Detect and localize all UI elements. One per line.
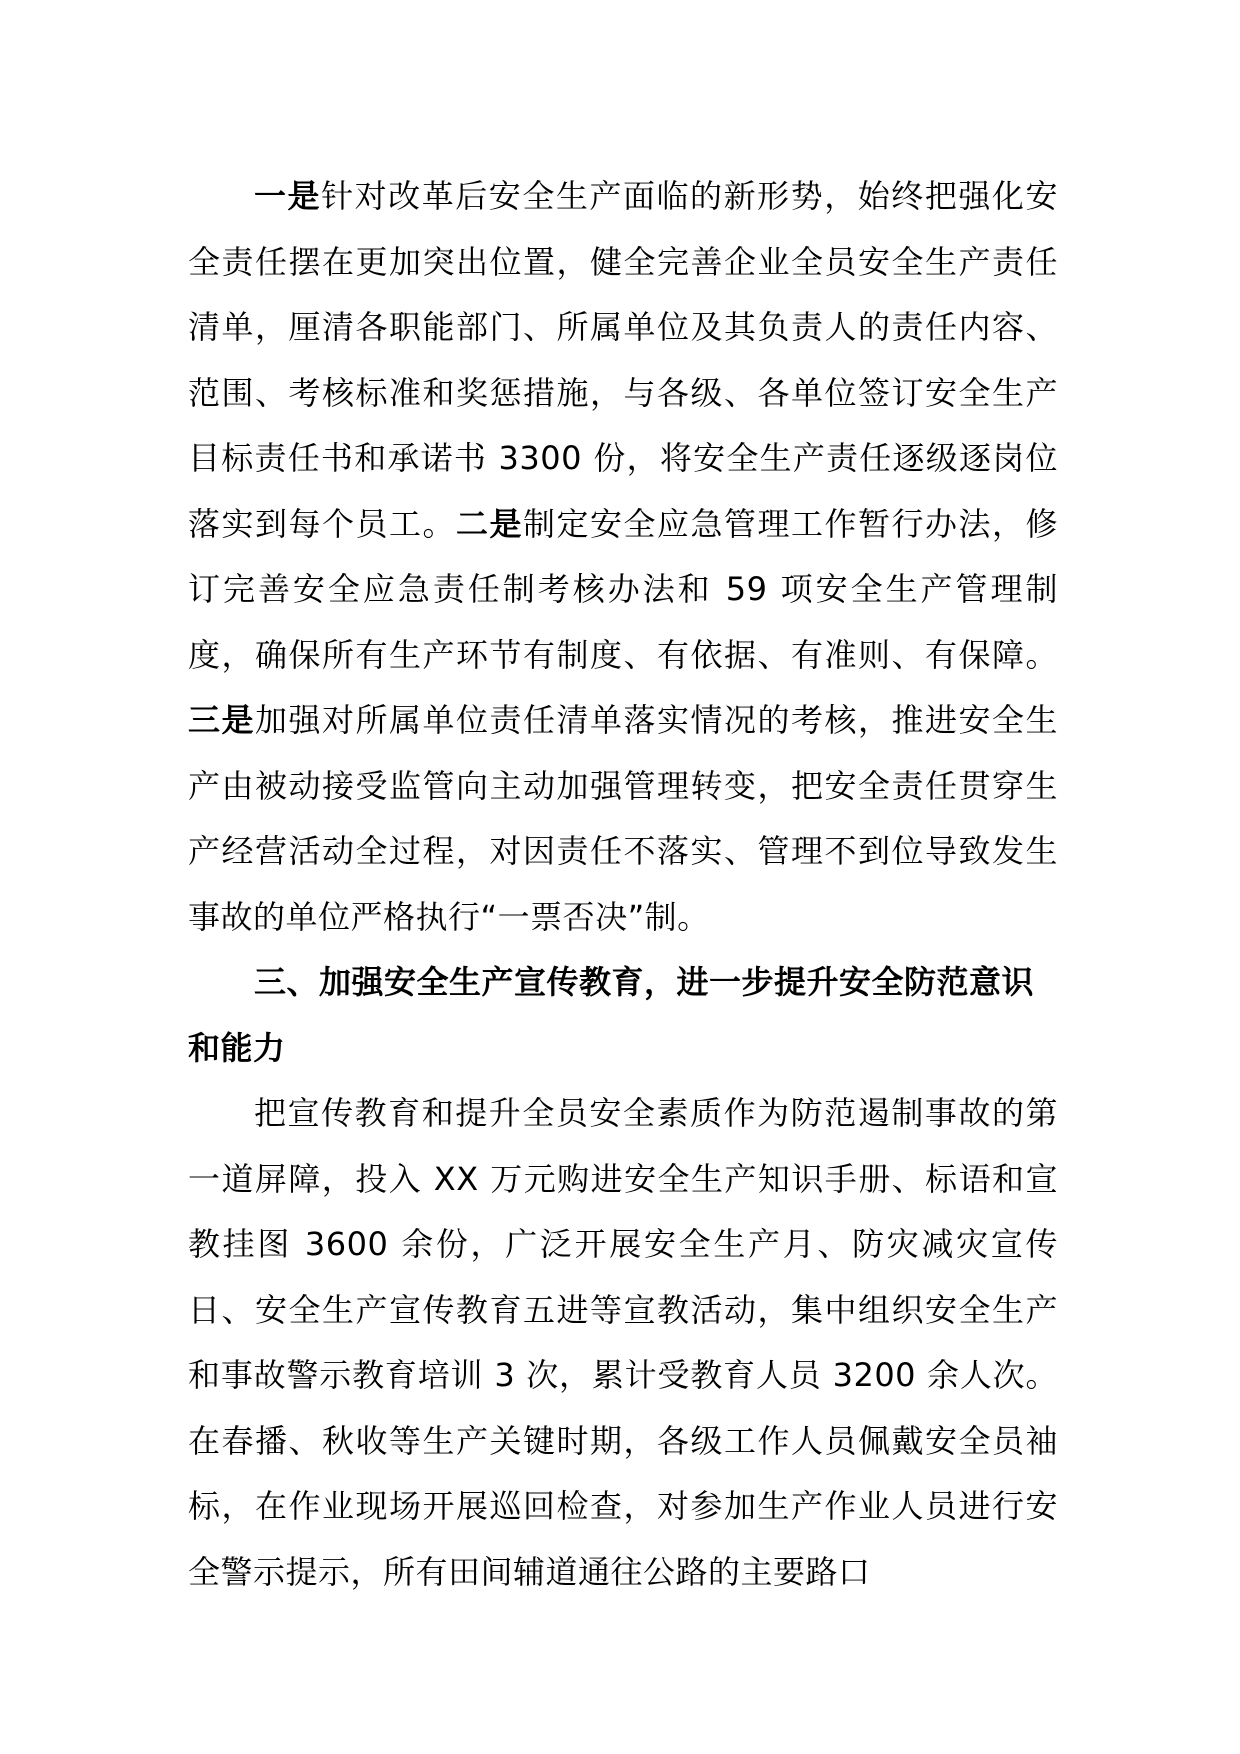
lead-phrase-third: 三是 bbox=[188, 701, 255, 739]
paragraph-text-first: 针对改革后安全生产面临的新形势，始终把强化安全责任摆在更加突出位置，健全完善企业全员安全生产责任清单，厘清各职能部门、所属单位及其负责人的责任内容、范围、考核标准和奖惩措施，与各级、各单位签订安全生产目标责任书和承诺书 3300 份，将安全生产责任逐级逐岗位落实到每个员工。 bbox=[188, 177, 1058, 543]
paragraph-text-second: 制定安全应急管理工作暂行办法，修订完善安全应急责任制考核办法和 59 项安全生产管理制度，确保所有生产环节有制度、有依据、有准则、有保障。 bbox=[188, 504, 1058, 674]
document-body bbox=[188, 164, 1058, 1605]
education-paragraph: 把宣传教育和提升全员安全素质作为防范遏制事故的第一道屏障，投入 XX 万元购进安全生产知识手册、标语和宣教挂图 3600 余份，广泛开展安全生产月、防灾减灾宣传日、安全生产宣传教育五进等宣教活动，集中组织安全生产和事故警示教育培训 3 次，累计受教育人员 3200 余人次。在春播、秋收等生产关键时期，各级工作人员佩戴安全员袖标，在作业现场开展巡回检查，对参加生产作业人员进行安全警示提示，所有田间辅道通往公路的主要路口 bbox=[188, 1094, 1058, 1591]
section-heading: 三、加强安全生产宣传教育，进一步提升安全防范意识和能力 bbox=[188, 963, 1035, 1067]
responsibility-paragraph bbox=[188, 164, 1058, 950]
lead-phrase-first: 一是 bbox=[254, 177, 322, 215]
paragraph-text-third: 加强对所属单位责任清单落实情况的考核，推进安全生产由被动接受监管向主动加强管理转变，把安全责任贯穿生产经营活动全过程，对因责任不落实、管理不到位导致发生事故的单位严格执行“一票否决”制。 bbox=[188, 701, 1058, 936]
lead-phrase-second: 二是 bbox=[456, 504, 523, 543]
